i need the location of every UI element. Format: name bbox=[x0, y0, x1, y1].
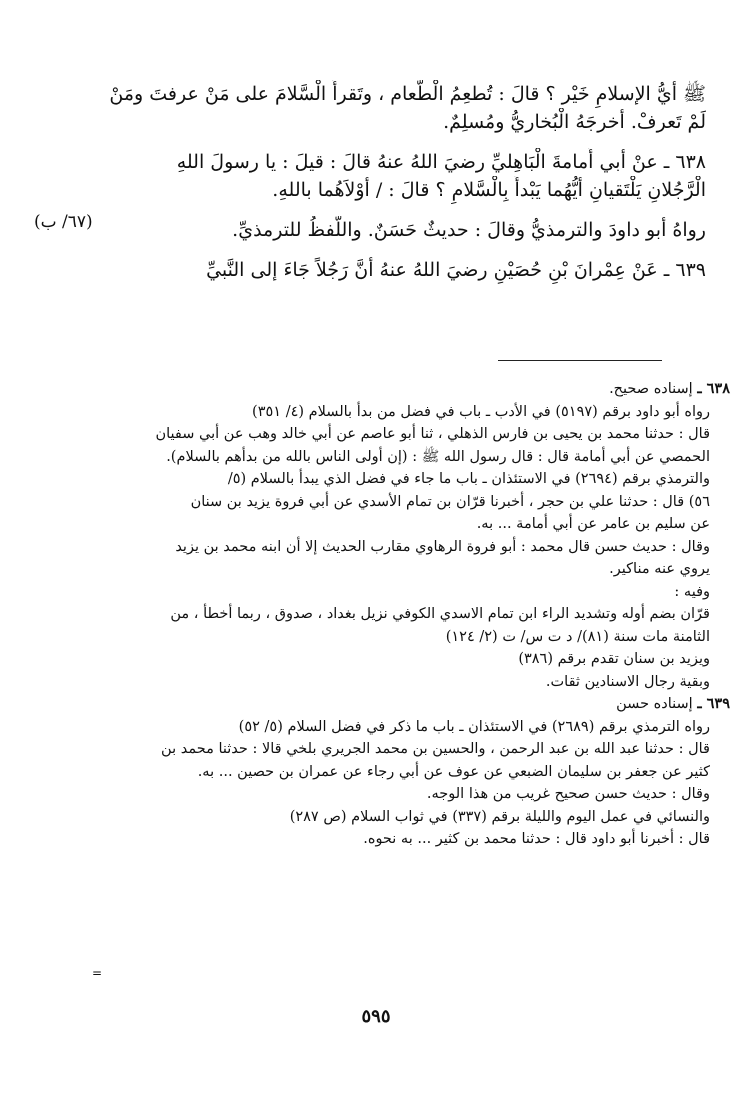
footnote-639-line: والنسائي في عمل اليوم والليلة برقم (٣٣٧) في ثواب السلام (ص ٢٨٧) bbox=[289, 808, 710, 825]
page-number: ٥٩٥ bbox=[361, 1006, 391, 1027]
manuscript-folio-note: (٦٧/ ب) bbox=[34, 212, 93, 232]
stray-mark: = bbox=[92, 966, 103, 980]
footnote-639-line: كثير عن جعفر بن سليمان الضبعي عن عوف عن أبي رجاء عن عمران بن حصين ... به. bbox=[197, 763, 710, 780]
hadith-639-line-1: ٦٣٩ ـ عَنْ عِمْرانَ بْنِ حُصَيْنٍ رضيَ اللهُ عنهُ أنَّ رَجُلاً جَاءَ إلى النَّبيِّ bbox=[206, 259, 706, 281]
footnote-639-line: وقال : حديث حسن صحيح غريب من هذا الوجه. bbox=[426, 786, 710, 802]
footnote-separator bbox=[498, 360, 662, 361]
footnote-639-grade: إسناده حسن bbox=[616, 696, 693, 712]
footnote-639-line: قال : حدثنا عبد الله بن عبد الرحمن ، والحسين بن محمد الجريري بلخي قالا : حدثنا محمد بن bbox=[161, 741, 710, 757]
footnote-638-line: وقال : حديث حسن قال محمد : أبو فروة الرهاوي مقارب الحديث إلا أن ابنه محمد بن يزيد bbox=[175, 538, 710, 555]
footnote-638-line: وبقية رجال الاسنادين ثقات. bbox=[545, 673, 710, 690]
footnote-639-heading bbox=[100, 693, 730, 716]
footnote-638-line: الثامنة مات سنة (٨١)/ د ت س/ ت (٢/ ١٢٤) bbox=[445, 628, 710, 645]
footnote-638-line: رواه أبو داود برقم (٥١٩٧) في الأدب ـ باب في فضل من بدأ بالسلام (٤/ ٣٥١) bbox=[252, 403, 710, 420]
footnote-638-number: ٦٣٨ ـ bbox=[697, 380, 730, 397]
main-line-2: لَمْ تَعرفْ. أخرجَهُ الْبُخاريُّ ومُسلِمٌ. bbox=[443, 111, 706, 133]
main-text-block bbox=[96, 80, 706, 284]
footnote-638-line: وفيه : bbox=[674, 583, 710, 600]
footnote-638-grade: إسناده صحيح. bbox=[609, 381, 693, 397]
footnote-638-line: قال : حدثنا محمد بن يحيى بن فارس الذهلي ، ثنا أبو عاصم عن أبي خالد وهب عن أبي سفيان bbox=[155, 426, 710, 442]
hadith-638-line-1: ٦٣٨ ـ عنْ أبي أُمامةَ الْبَاهِليِّ رضيَ اللهُ عنهُ قالَ : قيلَ : يا رسولَ اللهِ bbox=[176, 151, 706, 173]
footnote-638-line: ويزيد بن سنان تقدم برقم (٣٨٦) bbox=[518, 651, 710, 667]
hadith-638-line-2: الْرَّجُلانِ يَلْتَقيانِ أيُّهُما يَبْدأُ بِالْسَّلامِ ؟ قالَ : / أوْلاَهُما باللهِ. bbox=[272, 179, 706, 201]
footnote-638-line: ٥٦) قال : حدثنا علي بن حجر ، أخبرنا قرّان بن تمام الأسدي عن أبي فروة يزيد بن سنان bbox=[190, 493, 710, 510]
footnote-638-line: عن سليم بن عامر عن أبي أمامة ... به. bbox=[476, 516, 710, 532]
hadith-638-source: رواهُ أبو داودَ والترمذيُّ وقالَ : حديثٌ حَسَنٌ. واللَّفظُ للترمذيِّ. bbox=[232, 219, 706, 241]
footnote-639-number: ٦٣٩ ـ bbox=[697, 695, 730, 712]
footnotes-block bbox=[80, 378, 730, 851]
footnote-638-line: يروي عنه مناكير. bbox=[609, 561, 710, 577]
footnote-638-line: الحمصي عن أبي أمامة قال : قال رسول الله ﷺ : (إن أولى الناس بالله من بدأهم بالسلام). bbox=[166, 448, 710, 465]
footnote-638-line: والترمذي برقم (٢٦٩٤) في الاستئذان ـ باب ما جاء في فضل الذي يبدأ بالسلام (٥/ bbox=[227, 471, 710, 487]
footnote-638-line: قرّان بضم أوله وتشديد الراء ابن تمام الاسدي الكوفي نزيل بغداد ، صدوق ، ربما أخطأ ، من bbox=[170, 606, 710, 622]
footnote-639-line: رواه الترمذي برقم (٢٦٨٩) في الاستئذان ـ باب ما ذكر في فضل السلام (٥/ ٥٢) bbox=[238, 718, 710, 735]
main-line-1: ﷺ أيُّ الإسلامِ خَيْر ؟ قالَ : تُطعِمُ الْطَّعام ، وتَقرأُ الْسَّلامَ على مَنْ عرفتَ ومَنْ bbox=[109, 83, 706, 105]
footnote-639-line: قال : أخبرنا أبو داود قال : حدثنا محمد بن كثير ... به نحوه. bbox=[363, 831, 710, 847]
footnote-638-heading bbox=[100, 378, 730, 401]
